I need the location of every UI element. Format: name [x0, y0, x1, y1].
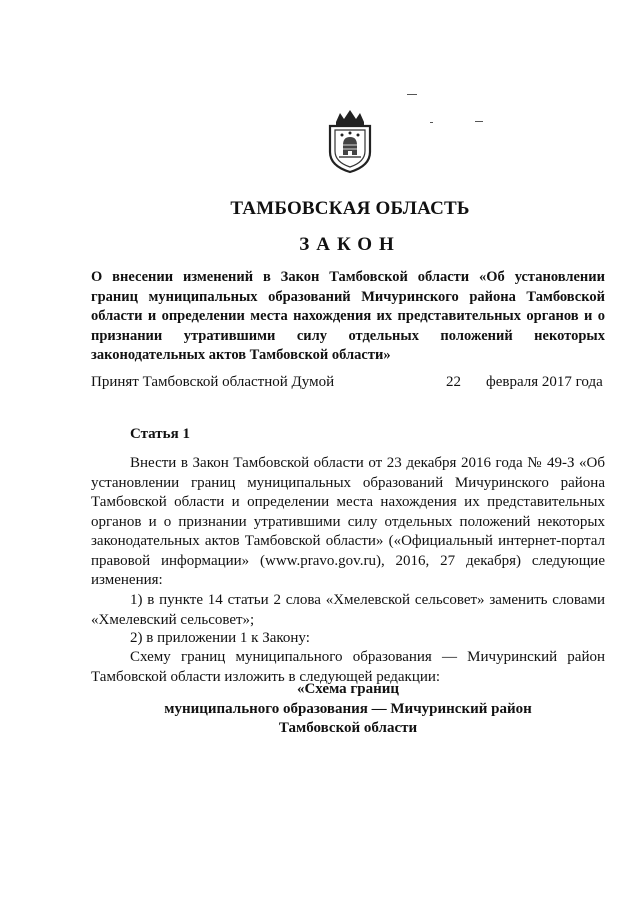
- amendment-item-1: 1) в пункте 14 статьи 2 слова «Хмелевской сельсовет» заменить словами «Хмелевский сельсовет»;: [91, 592, 605, 628]
- tambov-coat-of-arms-icon: [327, 108, 373, 174]
- article-heading: Статья 1: [130, 426, 190, 442]
- schema-title-line: Тамбовской области: [278, 720, 418, 736]
- scan-speck: [407, 94, 417, 95]
- law-title: О внесении изменений в Закон Тамбовской области «Об установлении границ муниципальных образований Мичуринского района Тамбовской области и определении места нахождения их представительных органов и о признании утратившими силу отдельных положений некоторых законодательных актов Тамбовской области»: [91, 269, 605, 363]
- document-type-heading: ЗАКОН: [299, 234, 401, 255]
- scan-speck: [475, 121, 483, 122]
- amendment-item-2: 2) в приложении 1 к Закону:: [130, 630, 310, 646]
- schema-title: [91, 680, 605, 739]
- adoption-label: Принят Тамбовской областной Думой: [91, 374, 335, 390]
- scan-speck: [430, 122, 433, 123]
- adoption-month-year: февраля 2017 года: [486, 374, 603, 390]
- adoption-day: 22: [446, 374, 461, 390]
- schema-title-line: «Схема границ: [296, 681, 400, 697]
- adoption-line: [91, 372, 611, 392]
- region-heading: ТАМБОВСКАЯ ОБЛАСТЬ: [230, 198, 470, 219]
- schema-title-line: муниципального образования — Мичуринский район: [164, 700, 532, 717]
- article-intro-paragraph: Внести в Закон Тамбовской области от 23 декабря 2016 года № 49-З «Об установлении границ муниципальных образований Мичуринского района Тамбовской области и определении места нахождения их представительных органов и о признании утратившими силу отдельных положений некоторых законодательных актов Тамбовской области» («Официальный интернет-портал правовой информации» (www.pravo.gov.ru), 2016, 27 декабря) следующие изменения:: [91, 455, 605, 588]
- amendment-item-2-text: Схему границ муниципального образования — Мичуринский район Тамбовской области изложить в следующей редакции:: [91, 649, 605, 685]
